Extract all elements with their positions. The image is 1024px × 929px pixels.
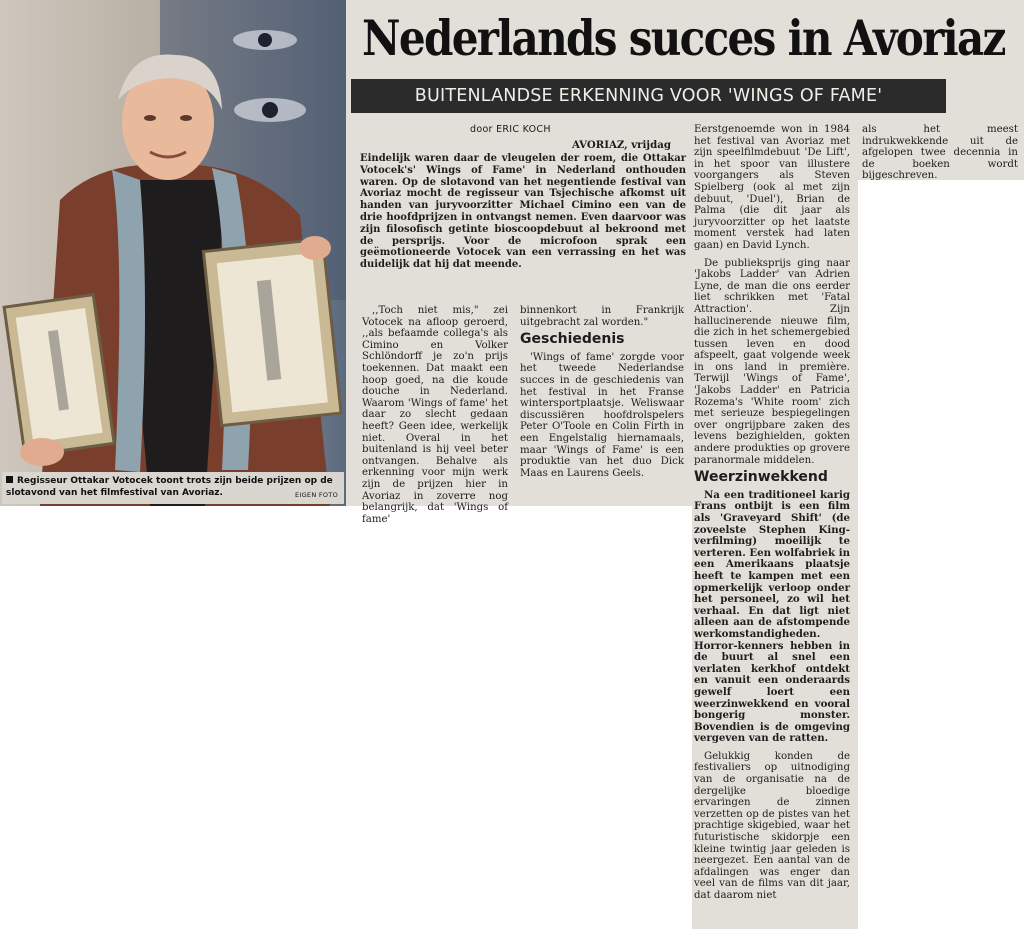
column-3-para-1: Eerstgenoemde won in 1984 het festival van Avoriaz met zijn speelfilmdebuut 'De Lift', in het spoor van illustere voorgangers als Steven Spielberg (ook al met zijn debuut, 'Duel'), Brian de Palma (die dit jaar als juryvoorzitter op het laatste moment verstek had laten gaan) en David Lynch.: [694, 124, 850, 251]
column-2-top: binnenkort in Frankrijk uitgebracht zal worden.": [520, 305, 684, 328]
column-3-para-2: De publieksprijs ging naar 'Jakobs Ladder' van Adrien Lyne, de man die ons eerder liet schrikken met 'Fatal Attraction'. Zijn hallucinerende nieuwe film, die zich in het schemergebied tussen leven en dood afspeelt, gaat volgende week in ons land in première. Terwijl 'Wings of Fame', 'Jakobs Ladder' en Patricia Rozema's 'White room' zich met serieuze bespiegelingen over ongrijpbare zaken des levens bezighielden, gokten andere produkties op grovere paranormale middelen.: [694, 257, 850, 466]
column-3: [694, 124, 850, 908]
column-2: [520, 305, 684, 485]
photo-credit: EIGEN FOTO: [294, 491, 338, 499]
column-3-para-4: Gelukkig konden de festivaliers op uitnodiging van de organisatie na de dergelijke bloedige ervaringen de zinnen verzetten op de pistes van het prachtige skigebied, waar het futuristische skidorpje een kleine twintig jaar geleden is neergezet. Een aantal van de afdalingen was enger dan veel van de films van dit jaar, dat daarom niet: [694, 750, 850, 901]
byline: door ERIC KOCH: [470, 124, 551, 135]
headline: Nederlands succes in Avoriaz: [362, 9, 1005, 67]
lead-paragraph: [360, 153, 686, 271]
caption-text: Regisseur Ottakar Votocek toont trots zijn beide prijzen op de slotavond van het filmfestival van Avoriaz.: [6, 476, 333, 498]
column-3-para-3: Na een traditioneel karig Frans ontbijt is een film als 'Graveyard Shift' (de zoveelste Stephen King-verfilming) moeilijk te verteren. Een wolfabriek in een Amerikaans plaatsje heeft te kampen met een opmerkelijk verloop onder het personeel, zo wil het verhaal. En dat ligt niet alleen aan de afstompende werkomstandigheden. Horror-kenners hebben in de buurt al snel een verlaten kerkhof ontdekt en vanuit een onderaards gewelf loert een weerzinwekkend en vooral bongerig monster. Bovendien is de omgeving vergeven van de ratten.: [694, 488, 850, 745]
column-4: [862, 124, 1018, 188]
caption-bullet: [6, 476, 13, 483]
lead-text: Eindelijk waren daar de vleugelen der roem, die Ottakar Votocek's' Wings of Fame' in Nederland onthouden waren. Op de slotavond van het negentiende festival van Avoriaz mocht de regisseur van Tsjechische afkomst uit handen van juryvoorzitter Michael Cimino een van de drie hoofdprijzen in ontvangst nemen. Even daarvoor was zijn filosofisch getinte bioscoopdebuut al bekroond met de persprijs. Voor de microfoon sprak een geëmotioneerde Votocek van een verrassing en het was duidelijk dat hij dat meende.: [360, 153, 686, 271]
column-2-text: 'Wings of fame' zorgde voor het tweede Nederlandse succes in de geschiedenis van het festival in het Franse wintersportplaatsje. Weliswaar discussiëren hoofdrolspelers Peter O'Toole en Colin Firth in een Engelstalig hiernamaals, maar 'Wings of Fame' is een produktie van het duo Dick Maas en Laurens Geels.: [520, 351, 684, 479]
column-4-text: als het meest indrukwekkende uit de afgelopen twee decennia in de boeken wordt bijgeschreven.: [862, 124, 1018, 182]
photo-caption: [2, 472, 344, 504]
subhead-weerzinwekkend: Weerzinwekkend: [694, 469, 828, 486]
subhead-geschiedenis: Geschiedenis: [520, 331, 625, 348]
subheadline: BUITENLANDSE ERKENNING VOOR 'WINGS OF FAME': [351, 79, 946, 113]
column-1-text: ,,Toch niet mis," zei Votocek na afloop geroerd, ,,als befaamde collega's als Cimino en Volker Schlöndorff je zo'n prijs toekennen. Dat maakt een hoop goed, na die koude douche in Nederland. Waarom 'Wings of fame' het daar zo slecht gedaan heeft? Geen idee, werkelijk niet. Overal in het buitenland is hij veel beter ontvangen. Behalve als erkenning voor mijn werk zijn de prijzen hier in Avoriaz in zoverre nog belangrijk, dat 'Wings of fame': [362, 305, 508, 525]
dateline: AVORIAZ, vrijdag: [572, 139, 671, 151]
photo: [0, 0, 346, 506]
column-1: [362, 305, 508, 531]
